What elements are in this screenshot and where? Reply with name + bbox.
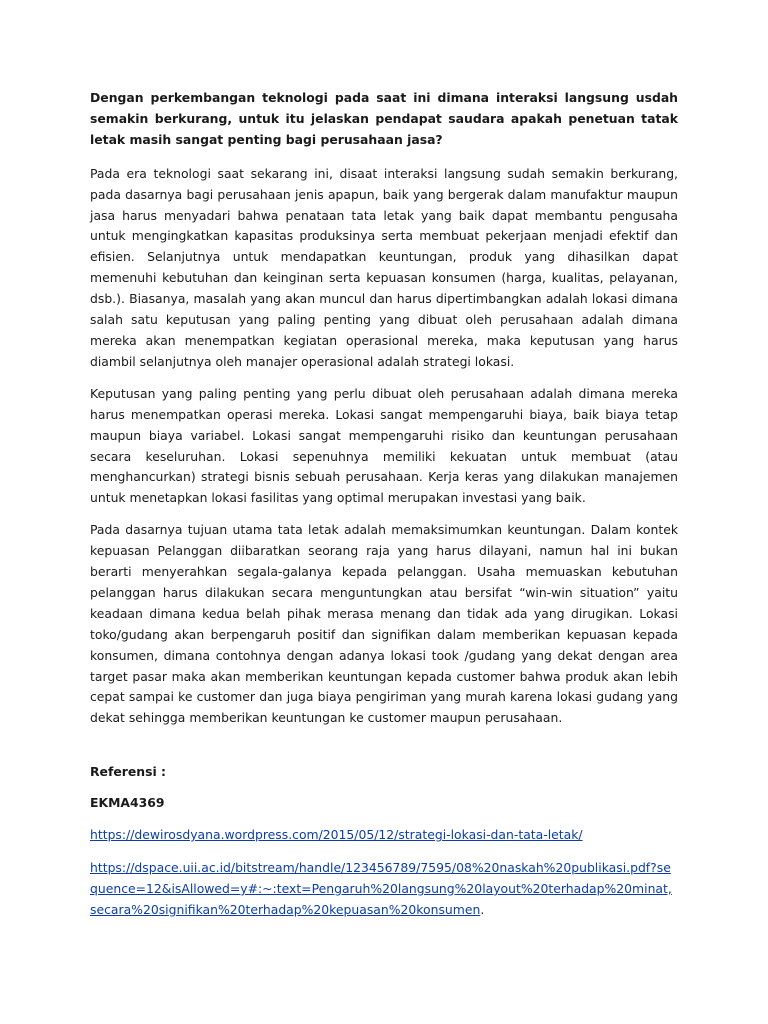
answer-paragraph-2: Keputusan yang paling penting yang perlu dibuat oleh perusahaan adalah dimana mereka harus menempatkan operasi mereka. Lokasi sangat mempengaruhi biaya, baik biaya tetap maupun biaya variabel. Lokasi sangat mempengaruhi risiko dan keuntungan perusahaan secara keseluruhan. Lokasi sepenuhnya memiliki kekuatan untuk membuat (atau menghancurkan) strategi bisnis sebuah perusahaan. Kerja keras yang dilakukan manajemen untuk menetapkan lokasi fasilitas yang optimal merupakan investasi yang baik. <box>90 385 678 506</box>
references-section <box>90 762 678 920</box>
reference-link-2-period: . <box>480 901 485 917</box>
question-text: Dengan perkembangan teknologi pada saat ini dimana interaksi langsung usdah semakin berkurang, untuk itu jelaskan pendapat saudara apakah penetuan tatak letak masih sangat penting bagi perusahaan jasa? <box>90 90 678 147</box>
reference-link-2-line <box>90 858 678 921</box>
reference-link-2[interactable]: https://dspace.uii.ac.id/bitstream/handle/123456789/7595/08%20naskah%20publikasi.pdf?sequence=12&isAllowed=y#:~:text=Pengaruh%20langsung%20layout%20terhadap%20minat,secara%20signifikan%20terhadap%20kepuasan%20konsumen <box>90 860 672 917</box>
answer-paragraph-3: Pada dasarnya tujuan utama tata letak adalah memaksimumkan keuntungan. Dalam kontek kepuasan Pelanggan diibaratkan seorang raja yang harus dilayani, namun hal ini bukan berarti menyerahkan segala-galanya kepada pelanggan. Usaha memuaskan kebutuhan pelanggan harus dilakukan secara menguntungkan atau bersifat “win-win situation” yaitu keadaan dimana kedua belah pihak merasa menang dan tidak ada yang dirugikan. Lokasi toko/gudang akan berpengaruh positif dan signifikan dalam memberikan kepuasan kepada konsumen, dimana contohnya dengan adanya lokasi took /gudang yang dekat dengan area target pasar maka akan memberikan keuntungan kepada customer bahwa produk akan lebih cepat sampai ke customer dan juga biaya pengiriman yang murah karena lokasi gudang yang dekat sehingga memberikan keuntungan ke customer maupun perusahaan. <box>90 522 678 726</box>
course-code: EKMA4369 <box>90 795 165 811</box>
document-page <box>90 88 678 933</box>
reference-link-1[interactable]: https://dewirosdyana.wordpress.com/2015/05/12/strategi-lokasi-dan-tata-letak/ <box>90 827 583 843</box>
references-heading: Referensi : <box>90 764 166 780</box>
answer-paragraph-1: Pada era teknologi saat sekarang ini, disaat interaksi langsung sudah semakin berkurang, pada dasarnya bagi perusahaan jenis apapun, baik yang bergerak dalam manufaktur maupun jasa harus menyadari bahwa penataan tata letak yang baik dapat membantu pengusaha untuk mengingkatkan kapasitas produksinya serta membuat pekerjaan menjadi efektif dan efisien. Selanjutnya untuk mendapatkan keuntungan, produk yang dihasilkan dapat memenuhi kebutuhan dan keinginan serta kepuasan konsumen (harga, kualitas, pelayanan, dsb.). Biasanya, masalah yang akan muncul dan harus dipertimbangkan adalah lokasi dimana salah satu keputusan yang paling penting yang dibuat oleh perusahaan adalah dimana mereka akan menempatkan kegiatan operasional mereka, maka keputusan yang harus diambil selanjutnya oleh manajer operasional adalah strategi lokasi. <box>90 165 678 369</box>
